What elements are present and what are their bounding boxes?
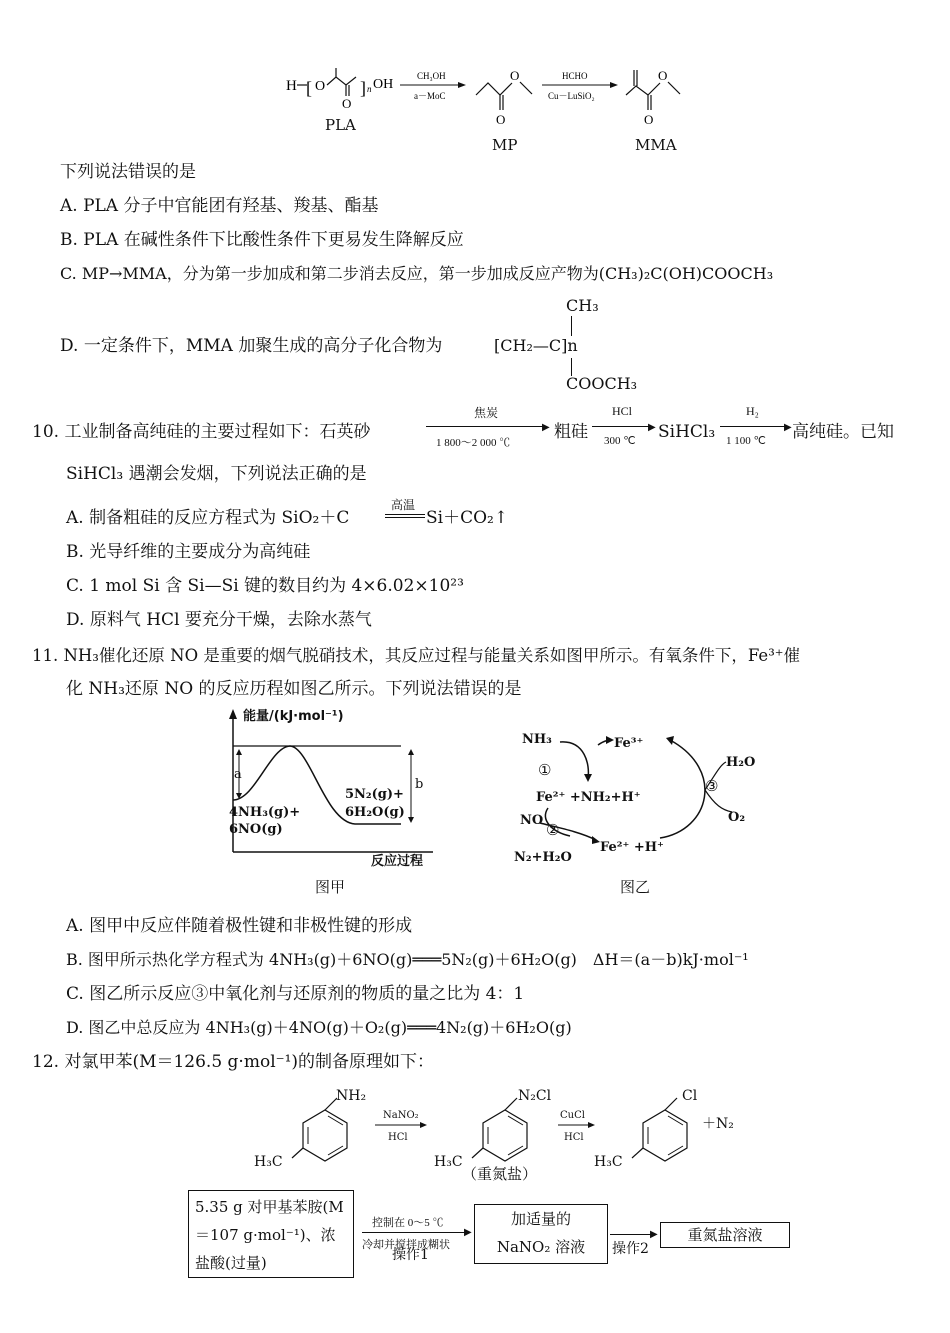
flow-arrow1-top: 控制在 0～5 ℃ <box>372 1217 444 1229</box>
fig-b-no: NO <box>520 813 544 828</box>
q12-stem: 12. 对氯甲苯(M＝126.5 g·mol⁻¹)的制备原理如下： <box>32 1052 435 1072</box>
q10-arrow1-top: 焦炭 <box>474 406 499 420</box>
flow-arrow1-bottom: 冷却并搅拌成糊状 <box>362 1239 450 1251</box>
q10-arrow3-top: H₂ <box>746 404 759 418</box>
q10-arrow2-top: HCl <box>612 404 633 418</box>
fig-b-step1: ① <box>538 761 552 779</box>
q10-arrow3-bottom: 1 100 ℃ <box>726 435 766 447</box>
fig-a-reactant-2: 6NO(g) <box>229 822 283 837</box>
q9-d-cooch3: COOCH₃ <box>566 374 638 393</box>
q12-n2cl: N₂Cl <box>518 1088 552 1104</box>
q10-arrow-2: HCl ▶ 300 ℃ <box>592 404 656 450</box>
fig-a-caption: 图甲 <box>315 878 346 896</box>
flow-box-3: 重氮盐溶液 <box>660 1222 790 1248</box>
q9-d-bond-top <box>571 316 572 336</box>
flow-arrow-1: 控制在 0～5 ℃ ▶ 冷却并搅拌成糊状 操作1 <box>362 1214 472 1264</box>
q11-option-d: D. 图乙中总反应为 4NH₃(g)＋4NO(g)＋O₂(g)═══4N₂(g)＋6H₂O(g) <box>66 1018 572 1037</box>
svg-text:O: O <box>510 68 520 83</box>
q12-diazo-label: （重氮盐） <box>462 1165 538 1183</box>
fig-b-nh3: NH₃ <box>522 732 552 747</box>
q11-option-c: C. 图乙所示反应③中氧化剂与还原剂的物质的量之比为 4：1 <box>66 984 525 1004</box>
fig-a-reactant-1: 4NH₃(g)+ <box>229 805 301 820</box>
q10-a-tail: Si＋CO₂↑ <box>426 508 509 528</box>
fig-b-fe2h: Fe²⁺ +H⁺ <box>600 840 664 855</box>
label-pla: PLA <box>325 116 356 134</box>
q11-stem-1: 11. NH₃催化还原 NO 是重要的烟气脱硝技术，其反应过程与能量关系如图甲所示。有氧条件下，Fe³⁺催 <box>32 646 801 665</box>
q9-d-ch3: CH₃ <box>566 296 599 315</box>
fig-b-n2h2o: N₂+H₂O <box>514 850 572 865</box>
q12-scheme <box>240 1080 760 1185</box>
fig-a <box>225 707 440 872</box>
reagent2-top: HCHO <box>562 71 588 81</box>
fig-a-chart <box>225 707 440 872</box>
q12-r2-top: CuCl <box>560 1110 585 1121</box>
fig-b-fe3: Fe³⁺ <box>614 736 644 751</box>
label-mma: MMA <box>635 136 677 154</box>
reagent1-top: CH₃OH <box>417 71 446 81</box>
q12-r2-bottom: HCl <box>564 1132 584 1143</box>
top-scheme <box>280 58 700 158</box>
fig-a-xlabel: 反应过程 <box>371 854 424 869</box>
q11-stem-2: 化 NH₃还原 NO 的反应历程如图乙所示。下列说法错误的是 <box>66 679 522 699</box>
fig-a-product-2: 6H₂O(g) <box>345 805 405 820</box>
flow-op2: 操作2 <box>612 1241 649 1257</box>
flow-box1-line2: ＝107 g·mol⁻¹)、浓 <box>195 1226 336 1244</box>
fig-b-step2: ② <box>546 821 560 839</box>
q10-stem-2: 高纯硅。已知 <box>792 422 894 442</box>
q12-h3c-1: H₃C <box>254 1154 283 1170</box>
q10-option-c: C. 1 mol Si 含 Si—Si 键的数目约为 4×6.02×10²³ <box>66 576 464 596</box>
reagent2-bottom: Cu－LuSiO₂ <box>548 91 595 101</box>
q10-option-d: D. 原料气 HCl 要充分干燥，去除水蒸气 <box>66 610 372 630</box>
q9-option-b: B. PLA 在碱性条件下比酸性条件下更易发生降解反应 <box>60 230 464 250</box>
flow-box1-line1: 5.35 g 对甲基苯胺(M <box>195 1198 344 1216</box>
flow-arrow-2: ▶ 操作2 <box>612 1229 658 1257</box>
fig-a-ylabel: 能量/(kJ·mol⁻¹) <box>243 709 344 724</box>
svg-text:O: O <box>644 112 654 127</box>
q9-option-a: A. PLA 分子中官能团有羟基、羧基、酯基 <box>60 196 379 216</box>
q12-h3c-2: H₃C <box>434 1154 463 1170</box>
reagent1-bottom: a－MoC <box>414 91 446 101</box>
flow-box-1 <box>188 1190 354 1278</box>
svg-text:O: O <box>658 68 668 83</box>
flow-box2-line2: NaNO₂ 溶液 <box>496 1238 586 1256</box>
q12-plus-n2: ＋N₂ <box>702 1116 734 1132</box>
svg-text:n: n <box>367 84 372 94</box>
svg-text:O: O <box>315 79 326 94</box>
label-mp: MP <box>492 136 518 154</box>
svg-text:[: [ <box>306 78 312 98</box>
q10-arrow1-bottom: 1 800～2 000 ℃ <box>436 437 511 449</box>
q10-sihcl3: SiHCl₃ <box>658 422 716 442</box>
q10-a-cond-text: 高温 <box>391 498 416 512</box>
q11-option-b: B. 图甲所示热化学方程式为 4NH₃(g)＋6NO(g)═══5N₂(g)＋6H₂O(g) ΔH＝(a－b)kJ·mol⁻¹ <box>66 950 749 969</box>
fig-b <box>510 720 775 870</box>
q10-option-b: B. 光导纤维的主要成分为高纯硅 <box>66 542 311 562</box>
q9-stem: 下列说法错误的是 <box>60 162 196 182</box>
q12-r1-top: NaNO₂ <box>383 1110 419 1121</box>
q12-h3c-3: H₃C <box>594 1154 623 1170</box>
q10-stem-1: 10. 工业制备高纯硅的主要过程如下：石英砂 <box>32 422 371 442</box>
flow-box-2 <box>474 1204 608 1264</box>
q10-option-a: A. 制备粗硅的反应方程式为 SiO₂＋C <box>66 508 350 528</box>
q10-arrow-3: H₂ ▶ 1 100 ℃ <box>720 404 792 450</box>
fig-a-b: b <box>415 777 424 792</box>
pla-h: H <box>286 78 297 94</box>
q11-option-a: A. 图甲中反应伴随着极性键和非极性键的形成 <box>66 916 413 936</box>
q9-option-c: C. MP→MMA，分为第一步加成和第二步消去反应，第一步加成反应产物为(CH₃)₂C(OH)COOCH₃ <box>60 264 774 283</box>
q12-cl: Cl <box>682 1088 698 1104</box>
fig-a-a: a <box>234 767 242 782</box>
q10-arrow2-bottom: 300 ℃ <box>604 435 636 447</box>
q10-arrow-1: 焦炭 ▶ 1 800～2 000 ℃ <box>426 404 550 450</box>
q9-d-chain: [CH₂—C]n <box>494 336 578 355</box>
q10-stem-3: SiHCl₃ 遇潮会发烟，下列说法正确的是 <box>66 464 367 484</box>
svg-text:]: ] <box>360 78 366 98</box>
q12-r1-bottom: HCl <box>388 1132 408 1143</box>
q10-a-condition <box>385 496 425 526</box>
fig-b-caption: 图乙 <box>620 878 651 896</box>
q9-option-d: D. 一定条件下，MMA 加聚生成的高分子化合物为 <box>60 336 443 356</box>
fig-b-mid: Fe²⁺ +NH₂+H⁺ <box>536 790 641 805</box>
q10-crude: 粗硅 <box>554 422 588 442</box>
fig-a-product-1: 5N₂(g)+ <box>345 787 404 802</box>
svg-text:O: O <box>496 112 506 127</box>
flow-box1-line3: 盐酸(过量) <box>195 1254 267 1272</box>
q12-nh2: NH₂ <box>336 1088 367 1104</box>
fig-b-o2: O₂ <box>728 810 746 825</box>
flow-op1: 操作1 <box>392 1247 429 1263</box>
svg-text:O: O <box>342 96 352 111</box>
fig-b-h2o: H₂O <box>726 755 756 770</box>
svg-text:OH: OH <box>373 77 394 92</box>
fig-b-step3: ③ <box>705 777 719 795</box>
flow-box2-line1: 加适量的 <box>510 1210 571 1228</box>
